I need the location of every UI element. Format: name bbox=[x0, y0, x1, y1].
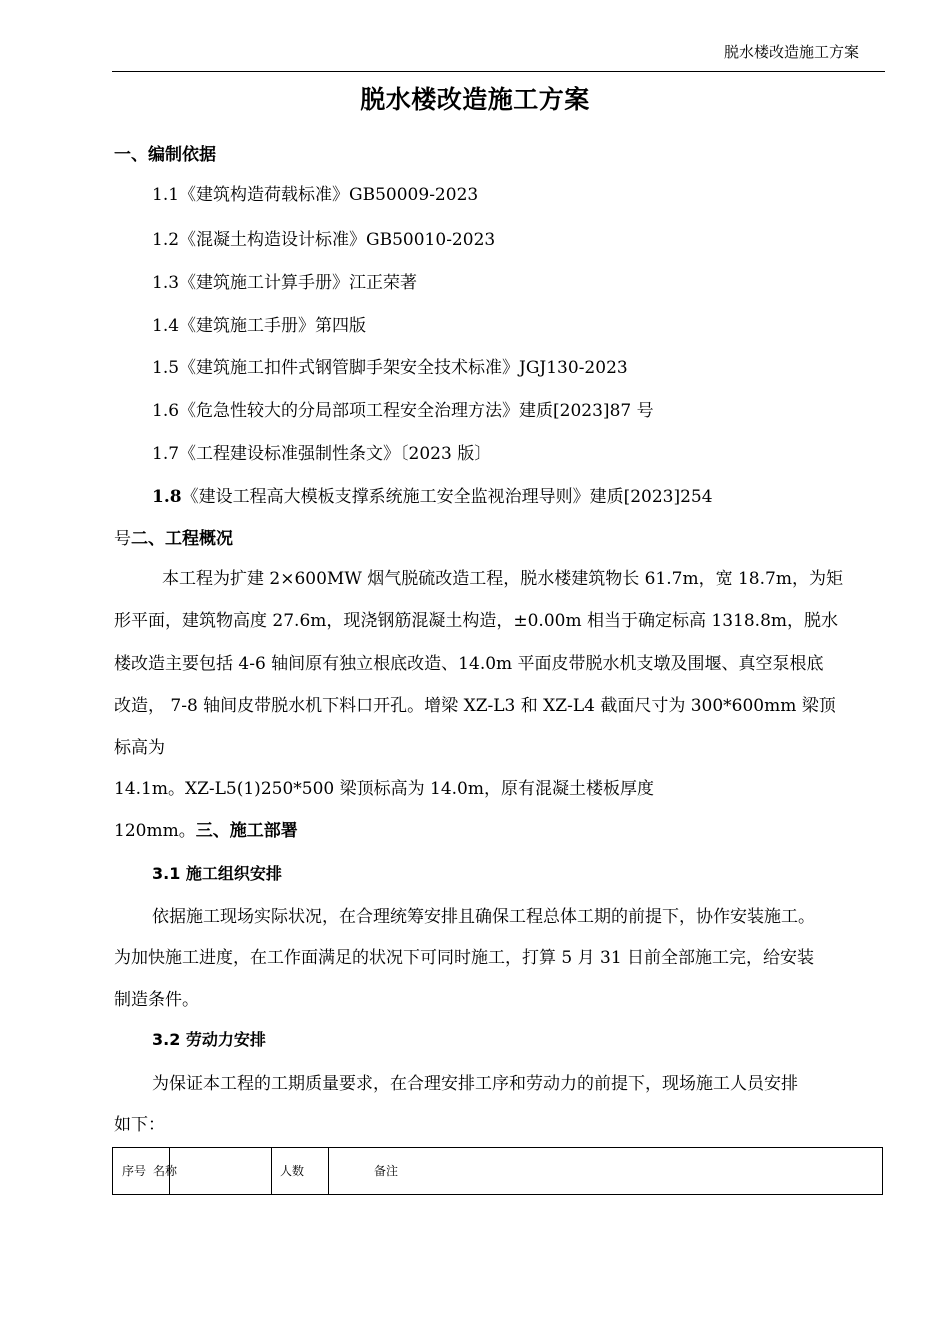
table-header-index: 序号 bbox=[122, 1164, 147, 1178]
reference-item: 1.3《建筑施工计算手册》江正荣著 bbox=[152, 273, 418, 293]
overview-line: 楼改造主要包括 4-6 轴间原有独立根底改造、14.0m 平面皮带脱水机支墩及围堰、真空泵根底 bbox=[114, 654, 824, 674]
page-header bbox=[112, 38, 885, 72]
section-3-heading: 三、施工部署 bbox=[195, 821, 298, 841]
reference-item: 1.6《危急性较大的分局部项工程安全治理方法》建质[2023]87 号 bbox=[152, 401, 654, 421]
table-header-remarks: 备注 bbox=[374, 1164, 399, 1178]
reference-item-8-number: 1.8 bbox=[152, 487, 182, 507]
overview-last-line: 120mm。 bbox=[114, 821, 196, 841]
section-1-heading: 一、编制依据 bbox=[114, 145, 216, 165]
overview-line: 形平面，建筑物高度 27.6m，现浇钢筋混凝土构造，±0.00m 相当于确定标高 1318.8m，脱水 bbox=[114, 611, 839, 631]
section-2-heading-line bbox=[114, 524, 233, 549]
document-title: 脱水楼改造施工方案 bbox=[360, 85, 590, 114]
labor-line: 如下： bbox=[114, 1115, 165, 1135]
reference-item: 1.2《混凝土构造设计标准》GB50010-2023 bbox=[152, 230, 496, 250]
table-header-name: 名称 bbox=[153, 1164, 178, 1178]
organization-line: 制造条件。 bbox=[114, 990, 199, 1010]
table-header-count: 人数 bbox=[280, 1164, 305, 1178]
subsection-3-2-heading: 3.2 劳动力安排 bbox=[152, 1030, 266, 1049]
overview-line: 标高为 bbox=[114, 738, 165, 758]
reference-item-8-tail: 号 bbox=[114, 529, 131, 549]
overview-line: 本工程为扩建 2×600MW 烟气脱硫改造工程，脱水楼建筑物长 61.7m，宽 18.7m，为矩 bbox=[162, 569, 843, 589]
organization-line: 依据施工现场实际状况，在合理统筹安排且确保工程总体工期的前提下，协作安装施工。 bbox=[152, 907, 815, 927]
reference-item: 1.4《建筑施工手册》第四版 bbox=[152, 316, 367, 336]
reference-item: 1.5《建筑施工扣件式钢管脚手架安全技术标准》JGJ130-2023 bbox=[152, 358, 628, 378]
table-column-divider bbox=[328, 1148, 329, 1194]
reference-item: 1.1《建筑构造荷载标准》GB50009-2023 bbox=[152, 185, 479, 205]
section-3-heading-line bbox=[114, 816, 298, 841]
overview-line: 14.1m。XZ-L5(1)250*500 梁顶标高为 14.0m，原有混凝土楼板厚度 bbox=[114, 779, 654, 799]
subsection-3-1-heading: 3.1 施工组织安排 bbox=[152, 864, 282, 883]
reference-item-8-text: 《建设工程高大模板支撑系统施工安全监视治理导则》建质[2023]254 bbox=[181, 487, 713, 507]
labor-line: 为保证本工程的工期质量要求，在合理安排工序和劳动力的前提下，现场施工人员安排 bbox=[152, 1074, 798, 1094]
reference-item: 1.7《工程建设标准强制性条文》〔2023 版〕 bbox=[152, 444, 492, 464]
section-2-heading: 二、工程概况 bbox=[131, 529, 233, 549]
table-column-divider bbox=[271, 1148, 272, 1194]
reference-item-8 bbox=[152, 482, 713, 507]
overview-line: 改造， 7-8 轴间皮带脱水机下料口开孔。增梁 XZ-L3 和 XZ-L4 截面尺寸为 300*600mm 梁顶 bbox=[114, 696, 836, 716]
staff-table bbox=[112, 1147, 883, 1195]
organization-line: 为加快施工进度，在工作面满足的状况下可同时施工，打算 5 月 31 日前全部施工完，给安装 bbox=[114, 948, 815, 968]
running-title: 脱水楼改造施工方案 bbox=[723, 43, 859, 61]
